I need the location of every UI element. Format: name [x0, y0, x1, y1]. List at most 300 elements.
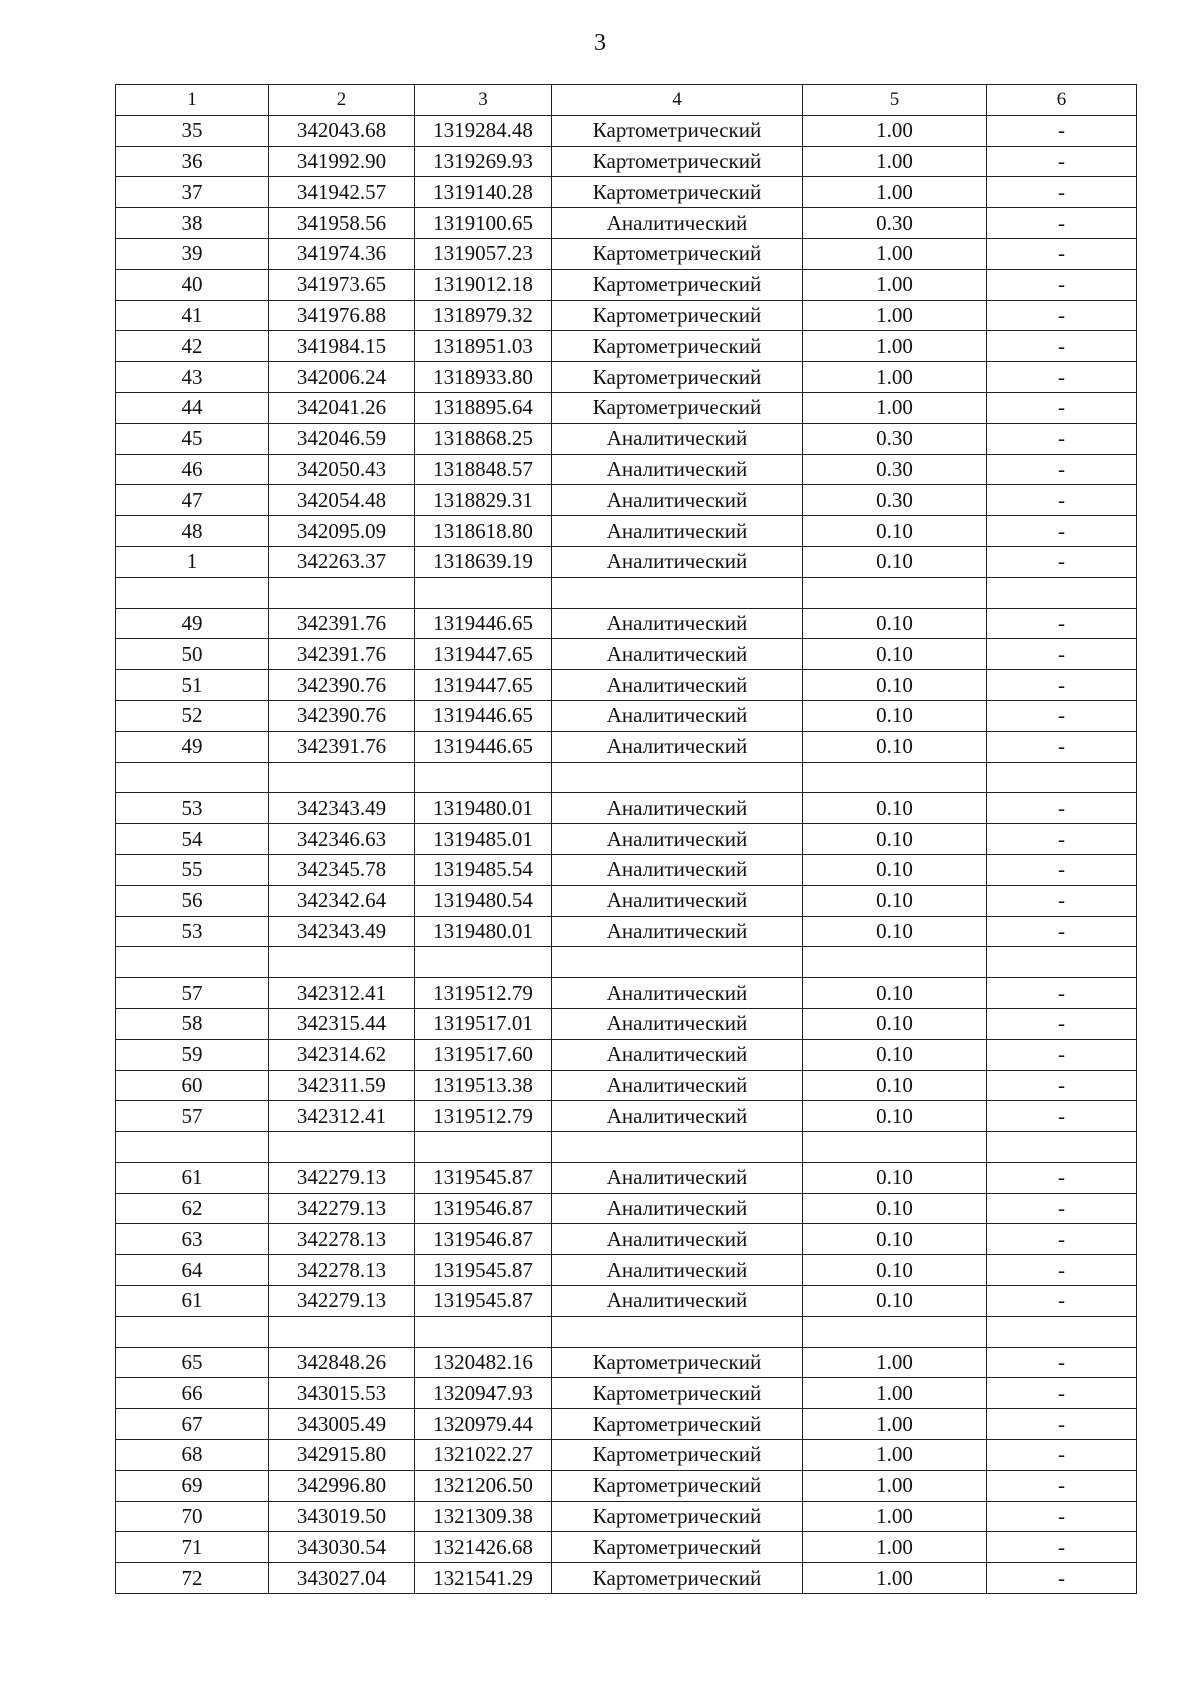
point-number-cell: 62	[116, 1193, 269, 1224]
method-cell: Аналитический	[552, 916, 803, 947]
x-coordinate-cell: 342263.37	[269, 546, 415, 577]
y-coordinate-cell: 1319446.65	[415, 731, 552, 762]
note-cell: -	[987, 208, 1137, 239]
method-cell: Аналитический	[552, 793, 803, 824]
note-cell: -	[987, 1224, 1137, 1255]
y-coordinate-cell: 1319546.87	[415, 1193, 552, 1224]
accuracy-cell: 0.10	[803, 1193, 987, 1224]
y-coordinate-cell: 1319545.87	[415, 1286, 552, 1317]
x-coordinate-cell: 342046.59	[269, 423, 415, 454]
method-cell: Картометрический	[552, 1409, 803, 1440]
table-row	[116, 1286, 1137, 1317]
accuracy-cell: 0.30	[803, 208, 987, 239]
table-row	[116, 1070, 1137, 1101]
y-coordinate-cell: 1321022.27	[415, 1440, 552, 1471]
x-coordinate-cell: 342343.49	[269, 793, 415, 824]
point-number-cell: 46	[116, 454, 269, 485]
y-coordinate-cell	[415, 1132, 552, 1163]
note-cell: -	[987, 392, 1137, 423]
point-number-cell: 44	[116, 392, 269, 423]
y-coordinate-cell: 1319057.23	[415, 238, 552, 269]
x-coordinate-cell	[269, 1132, 415, 1163]
point-number-cell: 48	[116, 516, 269, 547]
x-coordinate-cell: 341976.88	[269, 300, 415, 331]
note-cell: -	[987, 1255, 1137, 1286]
table-row	[116, 454, 1137, 485]
x-coordinate-cell: 342311.59	[269, 1070, 415, 1101]
table-row	[116, 177, 1137, 208]
accuracy-cell: 0.30	[803, 454, 987, 485]
x-coordinate-cell: 342312.41	[269, 978, 415, 1009]
point-number-cell: 55	[116, 854, 269, 885]
x-coordinate-cell: 341992.90	[269, 146, 415, 177]
table-row	[116, 731, 1137, 762]
table-row	[116, 1347, 1137, 1378]
note-cell	[987, 577, 1137, 608]
y-coordinate-cell: 1319545.87	[415, 1162, 552, 1193]
note-cell: -	[987, 1162, 1137, 1193]
y-coordinate-cell: 1319513.38	[415, 1070, 552, 1101]
x-coordinate-cell: 341973.65	[269, 269, 415, 300]
note-cell: -	[987, 516, 1137, 547]
table-row	[116, 1162, 1137, 1193]
point-number-cell: 69	[116, 1470, 269, 1501]
x-coordinate-cell: 343015.53	[269, 1378, 415, 1409]
y-coordinate-cell: 1318895.64	[415, 392, 552, 423]
x-coordinate-cell: 342343.49	[269, 916, 415, 947]
y-coordinate-cell: 1319485.54	[415, 854, 552, 885]
point-number-cell	[116, 762, 269, 793]
table-row	[116, 824, 1137, 855]
accuracy-cell: 0.10	[803, 1101, 987, 1132]
accuracy-cell: 0.10	[803, 978, 987, 1009]
y-coordinate-cell	[415, 577, 552, 608]
x-coordinate-cell: 342996.80	[269, 1470, 415, 1501]
point-number-cell: 57	[116, 978, 269, 1009]
accuracy-cell: 1.00	[803, 362, 987, 393]
accuracy-cell: 1.00	[803, 1409, 987, 1440]
x-coordinate-cell: 342312.41	[269, 1101, 415, 1132]
x-coordinate-cell: 342006.24	[269, 362, 415, 393]
y-coordinate-cell: 1319480.01	[415, 916, 552, 947]
accuracy-cell: 1.00	[803, 1532, 987, 1563]
x-coordinate-cell: 342848.26	[269, 1347, 415, 1378]
method-cell: Картометрический	[552, 1501, 803, 1532]
table-row	[116, 546, 1137, 577]
method-cell: Аналитический	[552, 1039, 803, 1070]
note-cell	[987, 1316, 1137, 1347]
x-coordinate-cell: 342346.63	[269, 824, 415, 855]
table-row	[116, 916, 1137, 947]
page-number: 3	[594, 30, 606, 56]
method-cell: Картометрический	[552, 1440, 803, 1471]
y-coordinate-cell	[415, 947, 552, 978]
method-cell: Аналитический	[552, 423, 803, 454]
method-cell: Картометрический	[552, 269, 803, 300]
note-cell: -	[987, 1008, 1137, 1039]
point-number-cell: 53	[116, 793, 269, 824]
note-cell: -	[987, 300, 1137, 331]
accuracy-cell: 0.10	[803, 885, 987, 916]
point-number-cell: 1	[116, 546, 269, 577]
separator-row	[116, 947, 1137, 978]
point-number-cell: 45	[116, 423, 269, 454]
y-coordinate-cell: 1319480.54	[415, 885, 552, 916]
y-coordinate-cell: 1319446.65	[415, 608, 552, 639]
y-coordinate-cell: 1318618.80	[415, 516, 552, 547]
accuracy-cell: 0.10	[803, 793, 987, 824]
table-row	[116, 1039, 1137, 1070]
accuracy-cell: 0.10	[803, 1255, 987, 1286]
point-number-cell: 70	[116, 1501, 269, 1532]
x-coordinate-cell	[269, 1316, 415, 1347]
y-coordinate-cell: 1319447.65	[415, 639, 552, 670]
method-cell: Картометрический	[552, 1563, 803, 1594]
column-header-3: 3	[415, 85, 552, 116]
x-coordinate-cell: 342314.62	[269, 1039, 415, 1070]
table-row	[116, 1501, 1137, 1532]
method-cell: Картометрический	[552, 1378, 803, 1409]
accuracy-cell: 1.00	[803, 1470, 987, 1501]
point-number-cell: 61	[116, 1162, 269, 1193]
table-row	[116, 608, 1137, 639]
table-row	[116, 516, 1137, 547]
y-coordinate-cell: 1319447.65	[415, 670, 552, 701]
method-cell: Аналитический	[552, 731, 803, 762]
note-cell: -	[987, 115, 1137, 146]
table-row	[116, 854, 1137, 885]
method-cell: Аналитический	[552, 854, 803, 885]
y-coordinate-cell: 1319512.79	[415, 978, 552, 1009]
x-coordinate-cell: 341942.57	[269, 177, 415, 208]
table-row	[116, 238, 1137, 269]
y-coordinate-cell: 1320947.93	[415, 1378, 552, 1409]
method-cell: Картометрический	[552, 238, 803, 269]
x-coordinate-cell	[269, 762, 415, 793]
table-row	[116, 793, 1137, 824]
method-cell: Аналитический	[552, 700, 803, 731]
y-coordinate-cell: 1318933.80	[415, 362, 552, 393]
x-coordinate-cell: 342278.13	[269, 1224, 415, 1255]
x-coordinate-cell: 342279.13	[269, 1286, 415, 1317]
note-cell: -	[987, 916, 1137, 947]
table-row	[116, 1563, 1137, 1594]
separator-row	[116, 1132, 1137, 1163]
y-coordinate-cell: 1321426.68	[415, 1532, 552, 1563]
method-cell: Аналитический	[552, 978, 803, 1009]
accuracy-cell	[803, 762, 987, 793]
note-cell: -	[987, 485, 1137, 516]
method-cell: Аналитический	[552, 608, 803, 639]
point-number-cell: 52	[116, 700, 269, 731]
accuracy-cell: 1.00	[803, 392, 987, 423]
method-cell: Аналитический	[552, 1008, 803, 1039]
table-row	[116, 331, 1137, 362]
method-cell: Аналитический	[552, 639, 803, 670]
point-number-cell: 60	[116, 1070, 269, 1101]
accuracy-cell: 1.00	[803, 146, 987, 177]
y-coordinate-cell: 1318829.31	[415, 485, 552, 516]
method-cell: Картометрический	[552, 362, 803, 393]
method-cell: Аналитический	[552, 1101, 803, 1132]
method-cell: Аналитический	[552, 516, 803, 547]
note-cell: -	[987, 1286, 1137, 1317]
note-cell: -	[987, 1039, 1137, 1070]
method-cell: Аналитический	[552, 485, 803, 516]
note-cell	[987, 762, 1137, 793]
table-row	[116, 1378, 1137, 1409]
accuracy-cell: 0.10	[803, 516, 987, 547]
table-row	[116, 1532, 1137, 1563]
y-coordinate-cell: 1319269.93	[415, 146, 552, 177]
x-coordinate-cell: 342315.44	[269, 1008, 415, 1039]
method-cell: Картометрический	[552, 300, 803, 331]
accuracy-cell: 0.10	[803, 916, 987, 947]
column-header-6: 6	[987, 85, 1137, 116]
accuracy-cell: 1.00	[803, 1440, 987, 1471]
point-number-cell: 72	[116, 1563, 269, 1594]
note-cell: -	[987, 1070, 1137, 1101]
table-row	[116, 392, 1137, 423]
accuracy-cell: 0.10	[803, 1224, 987, 1255]
y-coordinate-cell: 1319012.18	[415, 269, 552, 300]
method-cell: Картометрический	[552, 1470, 803, 1501]
accuracy-cell: 0.10	[803, 608, 987, 639]
table-row	[116, 485, 1137, 516]
accuracy-cell: 0.30	[803, 423, 987, 454]
method-cell: Аналитический	[552, 1286, 803, 1317]
table-row	[116, 700, 1137, 731]
method-cell: Аналитический	[552, 1224, 803, 1255]
table-header-row	[116, 85, 1137, 116]
x-coordinate-cell: 342345.78	[269, 854, 415, 885]
method-cell: Картометрический	[552, 146, 803, 177]
method-cell	[552, 577, 803, 608]
point-number-cell: 47	[116, 485, 269, 516]
y-coordinate-cell: 1321206.50	[415, 1470, 552, 1501]
accuracy-cell: 0.10	[803, 1286, 987, 1317]
x-coordinate-cell: 343005.49	[269, 1409, 415, 1440]
note-cell: -	[987, 731, 1137, 762]
x-coordinate-cell: 342095.09	[269, 516, 415, 547]
note-cell: -	[987, 1101, 1137, 1132]
accuracy-cell: 1.00	[803, 331, 987, 362]
accuracy-cell: 1.00	[803, 238, 987, 269]
y-coordinate-cell: 1320979.44	[415, 1409, 552, 1440]
y-coordinate-cell: 1319512.79	[415, 1101, 552, 1132]
method-cell: Аналитический	[552, 824, 803, 855]
accuracy-cell: 1.00	[803, 115, 987, 146]
y-coordinate-cell: 1318951.03	[415, 331, 552, 362]
note-cell: -	[987, 238, 1137, 269]
y-coordinate-cell: 1318848.57	[415, 454, 552, 485]
table-row	[116, 423, 1137, 454]
point-number-cell: 35	[116, 115, 269, 146]
coordinates-table	[115, 84, 1137, 1594]
method-cell: Картометрический	[552, 392, 803, 423]
x-coordinate-cell: 342279.13	[269, 1162, 415, 1193]
point-number-cell: 43	[116, 362, 269, 393]
accuracy-cell: 1.00	[803, 269, 987, 300]
point-number-cell: 57	[116, 1101, 269, 1132]
note-cell: -	[987, 1378, 1137, 1409]
note-cell: -	[987, 177, 1137, 208]
note-cell: -	[987, 1193, 1137, 1224]
point-number-cell: 51	[116, 670, 269, 701]
accuracy-cell: 0.10	[803, 670, 987, 701]
table-row	[116, 300, 1137, 331]
y-coordinate-cell: 1318868.25	[415, 423, 552, 454]
accuracy-cell: 0.10	[803, 1039, 987, 1070]
table-row	[116, 639, 1137, 670]
note-cell: -	[987, 824, 1137, 855]
accuracy-cell: 0.10	[803, 854, 987, 885]
separator-row	[116, 1316, 1137, 1347]
point-number-cell: 39	[116, 238, 269, 269]
accuracy-cell: 0.10	[803, 1162, 987, 1193]
point-number-cell: 41	[116, 300, 269, 331]
accuracy-cell: 0.10	[803, 1008, 987, 1039]
table-row	[116, 146, 1137, 177]
note-cell: -	[987, 1470, 1137, 1501]
y-coordinate-cell: 1319517.60	[415, 1039, 552, 1070]
table-row	[116, 1440, 1137, 1471]
note-cell: -	[987, 331, 1137, 362]
table-row	[116, 362, 1137, 393]
method-cell: Картометрический	[552, 331, 803, 362]
method-cell: Аналитический	[552, 1193, 803, 1224]
y-coordinate-cell: 1319517.01	[415, 1008, 552, 1039]
note-cell: -	[987, 1532, 1137, 1563]
x-coordinate-cell: 342342.64	[269, 885, 415, 916]
point-number-cell: 49	[116, 608, 269, 639]
note-cell: -	[987, 146, 1137, 177]
table-row	[116, 1255, 1137, 1286]
accuracy-cell: 1.00	[803, 1563, 987, 1594]
x-coordinate-cell: 342278.13	[269, 1255, 415, 1286]
method-cell: Аналитический	[552, 1070, 803, 1101]
x-coordinate-cell: 342041.26	[269, 392, 415, 423]
note-cell: -	[987, 1501, 1137, 1532]
x-coordinate-cell: 342391.76	[269, 639, 415, 670]
x-coordinate-cell: 341974.36	[269, 238, 415, 269]
note-cell: -	[987, 546, 1137, 577]
x-coordinate-cell: 342391.76	[269, 608, 415, 639]
accuracy-cell	[803, 947, 987, 978]
note-cell: -	[987, 269, 1137, 300]
method-cell: Картометрический	[552, 115, 803, 146]
note-cell: -	[987, 362, 1137, 393]
accuracy-cell: 0.10	[803, 700, 987, 731]
table-row	[116, 1101, 1137, 1132]
accuracy-cell: 0.30	[803, 485, 987, 516]
table-row	[116, 885, 1137, 916]
method-cell	[552, 762, 803, 793]
note-cell: -	[987, 670, 1137, 701]
point-number-cell: 61	[116, 1286, 269, 1317]
coordinates-table-body	[116, 85, 1137, 1594]
table-row	[116, 1193, 1137, 1224]
x-coordinate-cell: 341984.15	[269, 331, 415, 362]
x-coordinate-cell: 342390.76	[269, 670, 415, 701]
x-coordinate-cell	[269, 947, 415, 978]
accuracy-cell: 1.00	[803, 1347, 987, 1378]
point-number-cell: 42	[116, 331, 269, 362]
point-number-cell: 68	[116, 1440, 269, 1471]
accuracy-cell: 0.10	[803, 731, 987, 762]
method-cell: Аналитический	[552, 1255, 803, 1286]
column-header-5: 5	[803, 85, 987, 116]
point-number-cell: 58	[116, 1008, 269, 1039]
point-number-cell: 67	[116, 1409, 269, 1440]
method-cell	[552, 947, 803, 978]
method-cell: Аналитический	[552, 885, 803, 916]
accuracy-cell	[803, 1316, 987, 1347]
method-cell: Аналитический	[552, 454, 803, 485]
note-cell: -	[987, 1440, 1137, 1471]
accuracy-cell: 0.10	[803, 824, 987, 855]
column-header-4: 4	[552, 85, 803, 116]
accuracy-cell: 0.10	[803, 546, 987, 577]
point-number-cell: 56	[116, 885, 269, 916]
table-row	[116, 978, 1137, 1009]
y-coordinate-cell: 1319140.28	[415, 177, 552, 208]
y-coordinate-cell: 1321541.29	[415, 1563, 552, 1594]
note-cell: -	[987, 454, 1137, 485]
separator-row	[116, 762, 1137, 793]
point-number-cell: 50	[116, 639, 269, 670]
note-cell: -	[987, 1347, 1137, 1378]
x-coordinate-cell: 342391.76	[269, 731, 415, 762]
x-coordinate-cell: 343027.04	[269, 1563, 415, 1594]
method-cell: Аналитический	[552, 1162, 803, 1193]
point-number-cell: 64	[116, 1255, 269, 1286]
y-coordinate-cell: 1319485.01	[415, 824, 552, 855]
point-number-cell: 65	[116, 1347, 269, 1378]
accuracy-cell: 0.10	[803, 1070, 987, 1101]
y-coordinate-cell: 1319546.87	[415, 1224, 552, 1255]
point-number-cell: 36	[116, 146, 269, 177]
table-row	[116, 1409, 1137, 1440]
accuracy-cell: 1.00	[803, 300, 987, 331]
method-cell: Картометрический	[552, 1532, 803, 1563]
method-cell: Аналитический	[552, 208, 803, 239]
y-coordinate-cell: 1318639.19	[415, 546, 552, 577]
accuracy-cell: 0.10	[803, 639, 987, 670]
table-row	[116, 1224, 1137, 1255]
point-number-cell: 38	[116, 208, 269, 239]
note-cell	[987, 947, 1137, 978]
y-coordinate-cell: 1320482.16	[415, 1347, 552, 1378]
table-row	[116, 269, 1137, 300]
method-cell	[552, 1316, 803, 1347]
point-number-cell: 66	[116, 1378, 269, 1409]
point-number-cell: 71	[116, 1532, 269, 1563]
note-cell: -	[987, 978, 1137, 1009]
note-cell: -	[987, 793, 1137, 824]
x-coordinate-cell: 342915.80	[269, 1440, 415, 1471]
point-number-cell	[116, 1132, 269, 1163]
accuracy-cell: 1.00	[803, 1378, 987, 1409]
note-cell: -	[987, 854, 1137, 885]
note-cell: -	[987, 885, 1137, 916]
column-header-1: 1	[116, 85, 269, 116]
column-header-2: 2	[269, 85, 415, 116]
method-cell: Аналитический	[552, 670, 803, 701]
method-cell: Картометрический	[552, 1347, 803, 1378]
y-coordinate-cell: 1319545.87	[415, 1255, 552, 1286]
note-cell: -	[987, 639, 1137, 670]
